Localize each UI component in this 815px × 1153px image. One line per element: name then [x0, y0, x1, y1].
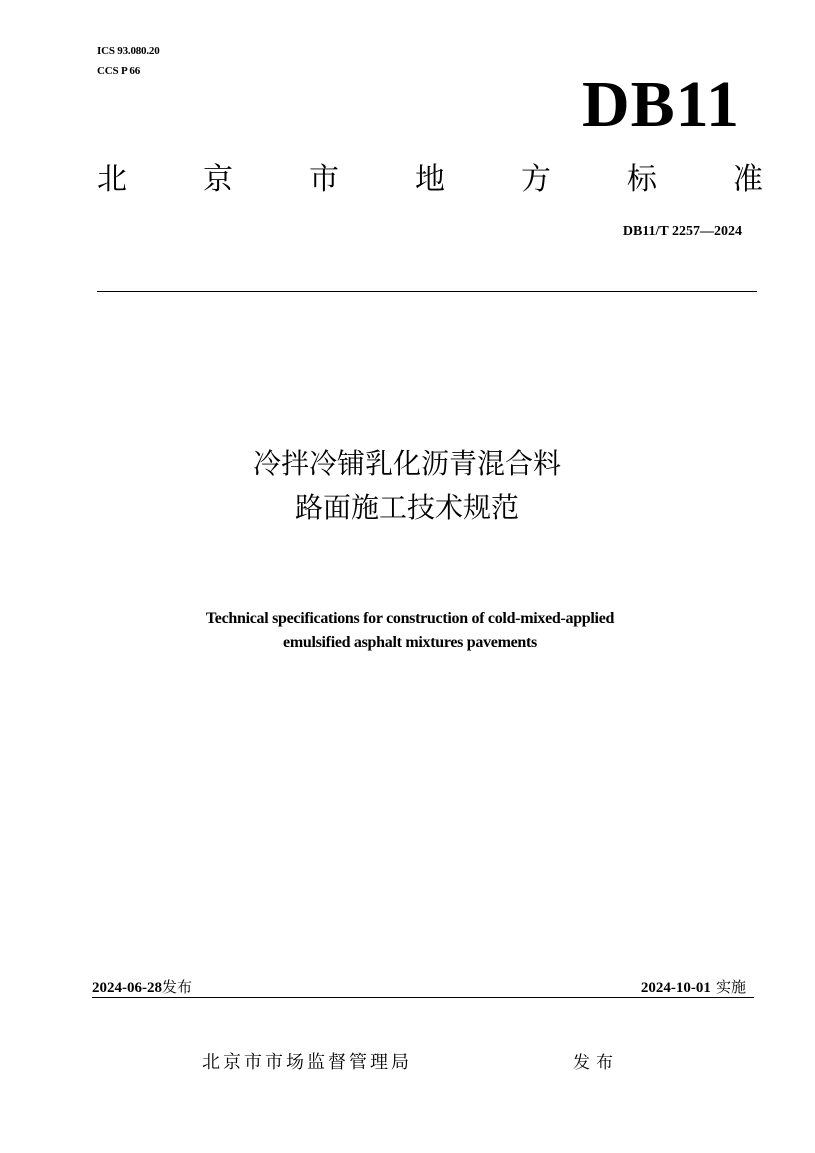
standard-type-char: 地 [415, 162, 445, 197]
standard-type-char: 市 [309, 162, 339, 197]
issue-label: 发布 [162, 978, 193, 996]
ics-code: ICS 93.080.20 [97, 45, 160, 57]
standard-type-char: 方 [521, 162, 551, 197]
ccs-code: CCS P 66 [97, 65, 141, 77]
standard-number: DB11/T 2257—2024 [622, 224, 742, 239]
standard-logo: DB11 [581, 68, 740, 141]
classification-codes [97, 41, 160, 81]
standard-type-char: 准 [733, 162, 763, 197]
implementation-date-block [560, 976, 746, 999]
english-title-line-2: emulsified asphalt mixtures pavements [283, 634, 537, 651]
implementation-label: 实施 [715, 978, 746, 996]
chinese-title-line-2: 路面施工技术规范 [294, 491, 519, 524]
publish-label: 发布 [573, 1053, 619, 1073]
standard-type-title [97, 160, 763, 200]
english-title [60, 607, 760, 655]
chinese-title [97, 442, 717, 530]
standard-type-char: 京 [203, 162, 233, 197]
english-title-line-1: Technical specifications for construction of cold-mixed-applied [205, 610, 615, 627]
standard-type-char: 标 [627, 162, 657, 197]
issue-date: 2024-06-28 [92, 980, 162, 996]
standard-type-char: 北 [97, 162, 127, 197]
header-divider [97, 291, 757, 292]
implementation-date: 2024-10-01 [640, 980, 711, 996]
chinese-title-line-1: 冷拌冷铺乳化沥青混合料 [252, 447, 561, 480]
publisher-name: 北京市市场监督管理局 [202, 1052, 412, 1073]
issue-date-block [92, 976, 192, 999]
footer-divider [92, 997, 754, 998]
